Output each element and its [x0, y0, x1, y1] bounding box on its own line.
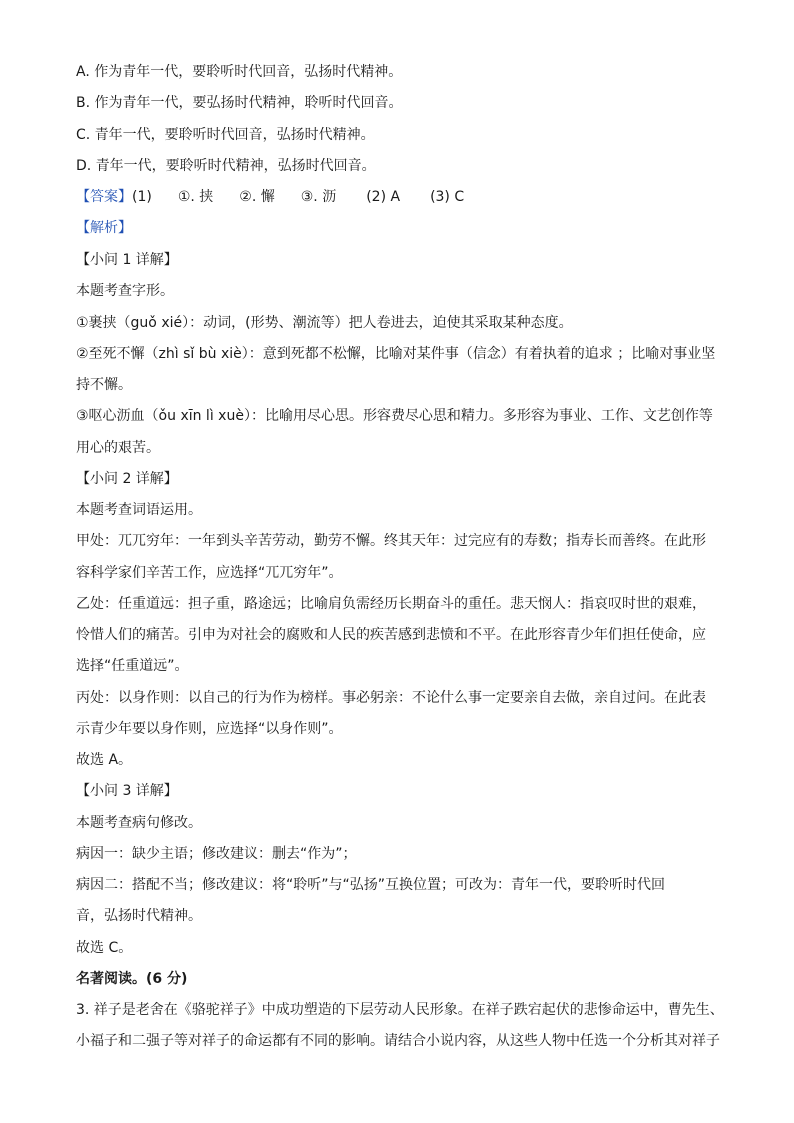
sub2-line: 故选 A。: [76, 752, 133, 768]
sub1-line: 用心的艰苦。: [76, 440, 160, 456]
option-b: B. 作为青年一代，要弘扬时代精神，聆听时代回音。: [76, 95, 403, 111]
sub2-line: 怜惜人们的痛苦。引申为对社会的腐败和人民的疾苦感到悲愤和不平。在此形容青少年们担任使命，应: [76, 627, 706, 643]
sub1-line: ③呕心沥血（ǒu xīn lì xuè）：比喻用尽心思。形容费尽心思和精力。多形容为事业、工作、文艺创作等: [76, 408, 713, 424]
option-a: A. 作为青年一代，要聆听时代回音，弘扬时代精神。: [76, 64, 403, 80]
answer-blank-2: ②. 懈: [239, 189, 275, 205]
answer-q2: (2) A: [366, 189, 401, 205]
question-line: 3. 祥子是老舍在《骆驼祥子》中成功塑造的下层劳动人民形象。在祥子跌宕起伏的悲惨命运中，曹先生、: [76, 1002, 724, 1018]
option-c: C. 青年一代，要聆听时代回音，弘扬时代精神。: [76, 127, 375, 143]
sub3-line: 病因一：缺少主语；修改建议：删去“作为”；: [76, 846, 357, 862]
answer-label: 【答案】: [76, 189, 132, 205]
sub2-header: 【小问 2 详解】: [76, 471, 178, 487]
answer-blank-1: ①. 挟: [177, 189, 214, 205]
sub3-header: 【小问 3 详解】: [76, 783, 178, 799]
sub2-line: 选择“任重道远”。: [76, 658, 189, 674]
sub2-line: 容科学家们辛苦工作，应选择“兀兀穷年”。: [76, 565, 343, 581]
sub2-line: 示青少年要以身作则，应选择“以身作则”。: [76, 721, 343, 737]
question-line: 小福子和二强子等对祥子的命运都有不同的影响。请结合小说内容，从这些人物中任选一个分析其对祥子: [76, 1033, 720, 1049]
answer-q3: (3) C: [430, 189, 465, 205]
sub2-intro: 本题考查词语运用。: [76, 502, 202, 518]
sub3-intro: 本题考查病句修改。: [76, 815, 202, 831]
sub1-line: ①裹挟（guǒ xié）：动词，(形势、潮流等）把人卷进去，迫使其采取某种态度。: [76, 315, 573, 331]
section-title: 名著阅读。(6 分): [76, 971, 188, 987]
answer-blank-3: ③. 沥: [300, 189, 337, 205]
analysis-label: 【解析】: [76, 220, 132, 236]
sub1-intro: 本题考查字形。: [76, 283, 174, 299]
sub1-line: ②至死不懈（zhì sǐ bù xiè）：意到死都不松懈，比喻对某件事（信念）有着执着的追求 ；比喻对事业坚: [76, 346, 716, 362]
sub3-line: 音，弘扬时代精神。: [76, 908, 202, 924]
sub2-line: 甲处：兀兀穷年：一年到头辛苦劳动，勤劳不懈。终其天年：过完应有的寿数；指寿长而善终。在此形: [76, 533, 706, 549]
sub1-line: 持不懈。: [76, 377, 132, 393]
answer-line: [76, 187, 464, 207]
sub3-line: 病因二：搭配不当；修改建议：将“聆听”与“弘扬”互换位置；可改为：青年一代，要聆听时代回: [76, 877, 666, 893]
option-d: D. 青年一代，要聆听时代精神，弘扬时代回音。: [76, 158, 376, 174]
sub1-header: 【小问 1 详解】: [76, 252, 178, 268]
sub3-line: 故选 C。: [76, 940, 133, 956]
sub2-line: 乙处：任重道远：担子重，路途远；比喻肩负需经历长期奋斗的重任。悲天悯人：指哀叹时世的艰难，: [76, 596, 706, 612]
sub2-line: 丙处：以身作则：以自己的行为作为榜样。事必躬亲：不论什么事一定要亲自去做，亲自过问。在此表: [76, 690, 706, 706]
answer-q1-number: (1): [132, 189, 152, 205]
